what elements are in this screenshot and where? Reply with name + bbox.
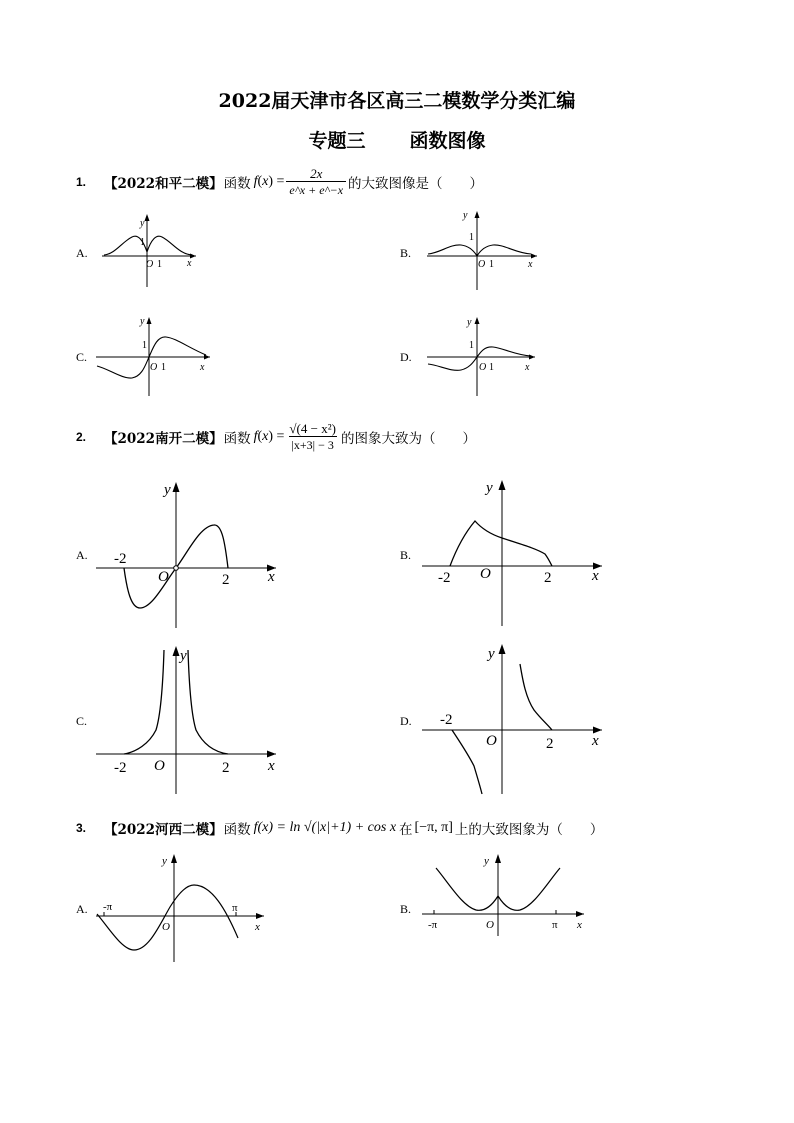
one-tick-label: 1 bbox=[489, 259, 494, 270]
one-label: 1 bbox=[142, 340, 147, 351]
y-axis-arrow-icon bbox=[147, 317, 152, 324]
question-suffix: 上的大致图象为（ ） bbox=[454, 822, 604, 838]
question-source: 【2022南开二模】 bbox=[104, 431, 223, 447]
origin-label: O bbox=[162, 921, 170, 933]
neg2-label: -2 bbox=[438, 570, 451, 586]
y-label: y bbox=[164, 482, 171, 498]
function-name: f(x) = bbox=[253, 174, 285, 189]
page-subtitle bbox=[0, 126, 794, 153]
neg-pi-label: -π bbox=[103, 901, 113, 913]
function-curve bbox=[428, 245, 531, 256]
y-axis-arrow-icon bbox=[145, 214, 150, 221]
q3-graph-a[interactable] bbox=[94, 852, 270, 964]
hole-at-origin bbox=[174, 566, 179, 571]
q1-graph-a[interactable] bbox=[100, 212, 210, 292]
origin-label: O bbox=[479, 362, 487, 373]
neg2-label: -2 bbox=[114, 760, 127, 776]
fraction-denominator: |x+3| − 3 bbox=[289, 436, 337, 453]
q1-option-a-label[interactable]: A. bbox=[76, 246, 88, 260]
q3-graph-b[interactable] bbox=[420, 852, 590, 938]
y-axis-arrow-icon bbox=[495, 854, 501, 863]
question-mid: 在 bbox=[399, 822, 413, 838]
x-label: x bbox=[577, 919, 582, 931]
origin-label: O bbox=[486, 733, 497, 749]
question-prefix: 函数 bbox=[223, 431, 251, 447]
y-axis-arrow-icon bbox=[173, 482, 180, 492]
q2-option-d-label[interactable]: D. bbox=[400, 714, 412, 728]
one-tick-label: 1 bbox=[489, 362, 494, 373]
y-axis-arrow-icon bbox=[475, 317, 480, 324]
question-source: 【2022河西二模】 bbox=[104, 822, 223, 838]
x-label: x bbox=[200, 362, 205, 373]
function-formula: f(x) = ln √(|x|+1) + cos x bbox=[253, 820, 397, 835]
y-axis-arrow-icon bbox=[171, 854, 177, 863]
q3-option-a-label[interactable]: A. bbox=[76, 902, 88, 916]
question-suffix: 的图象大致为（ ） bbox=[340, 431, 476, 447]
x-axis-arrow-icon bbox=[256, 913, 264, 919]
q1-graph-b[interactable] bbox=[425, 208, 545, 292]
function-fraction bbox=[286, 421, 339, 453]
y-axis-arrow-icon bbox=[173, 646, 180, 656]
function-curve-right bbox=[188, 650, 228, 754]
one-tick-label: 1 bbox=[161, 362, 166, 373]
origin-label: O bbox=[486, 919, 494, 931]
x-axis-arrow-icon bbox=[576, 911, 584, 917]
question-suffix: 的大致图像是（ ） bbox=[348, 176, 484, 192]
page-title: 2022届天津市各区高三二模数学分类汇编 bbox=[218, 90, 576, 112]
question-number: 1. bbox=[76, 175, 87, 189]
function-curve-left bbox=[452, 730, 482, 794]
origin-label: O bbox=[158, 569, 169, 585]
function-curve bbox=[97, 885, 238, 950]
origin-label: O bbox=[154, 758, 165, 774]
subtitle-topic: 专题三 bbox=[308, 130, 366, 152]
x-label: x bbox=[525, 362, 530, 373]
y-label: y bbox=[486, 480, 493, 496]
y-label: y bbox=[140, 316, 145, 327]
x-label: x bbox=[528, 259, 533, 270]
q3-option-b-label[interactable]: B. bbox=[400, 902, 412, 916]
origin-label: O bbox=[478, 259, 486, 270]
x-label: x bbox=[268, 758, 275, 774]
y-label: y bbox=[463, 210, 468, 221]
y-label: y bbox=[140, 218, 145, 229]
q2-graph-a[interactable] bbox=[94, 478, 284, 630]
q2-option-c-label[interactable]: C. bbox=[76, 714, 88, 728]
y-label: y bbox=[180, 648, 187, 664]
one-label: 1 bbox=[140, 237, 145, 248]
pos2-label: 2 bbox=[222, 572, 230, 588]
x-axis-arrow-icon bbox=[531, 254, 537, 259]
function-curve-left bbox=[124, 650, 164, 754]
function-curve-right bbox=[520, 664, 552, 730]
pos2-label: 2 bbox=[222, 760, 230, 776]
neg2-label: -2 bbox=[114, 551, 127, 567]
question-3-stem bbox=[76, 818, 603, 838]
x-axis-arrow-icon bbox=[267, 751, 276, 758]
function-interval: [−π, π] bbox=[414, 820, 453, 835]
x-label: x bbox=[255, 921, 260, 933]
pi-label: π bbox=[552, 919, 558, 931]
q1-graph-d[interactable] bbox=[425, 314, 541, 398]
q2-graph-d[interactable] bbox=[420, 642, 610, 798]
origin-label: O bbox=[146, 259, 154, 270]
q1-option-b-label[interactable]: B. bbox=[400, 246, 412, 260]
y-axis-arrow-icon bbox=[499, 644, 506, 654]
x-label: x bbox=[592, 733, 599, 749]
question-number: 2. bbox=[76, 430, 87, 444]
x-label: x bbox=[592, 568, 599, 584]
q2-option-a-label[interactable]: A. bbox=[76, 548, 88, 562]
pos2-label: 2 bbox=[544, 570, 552, 586]
y-label: y bbox=[162, 855, 167, 867]
neg2-label: -2 bbox=[440, 712, 453, 728]
question-number: 3. bbox=[76, 821, 87, 835]
pi-label: π bbox=[232, 902, 238, 914]
q1-option-c-label[interactable]: C. bbox=[76, 350, 88, 364]
one-label: 1 bbox=[469, 232, 474, 243]
q2-graph-b[interactable] bbox=[420, 474, 610, 628]
question-2-stem bbox=[76, 421, 476, 453]
x-axis-arrow-icon bbox=[204, 355, 210, 360]
fraction-numerator: 2x bbox=[310, 166, 323, 181]
pos2-label: 2 bbox=[546, 736, 554, 752]
function-curve bbox=[450, 521, 552, 566]
question-prefix: 函数 bbox=[223, 822, 251, 838]
question-1-stem bbox=[76, 166, 483, 198]
y-label: y bbox=[488, 646, 495, 662]
y-label: y bbox=[484, 855, 489, 867]
q1-graph-c[interactable] bbox=[94, 314, 218, 398]
x-axis-arrow-icon bbox=[529, 355, 535, 360]
y-axis-arrow-icon bbox=[475, 211, 480, 218]
one-label: 1 bbox=[469, 340, 474, 351]
fraction-numerator: √(4 − x²) bbox=[289, 421, 336, 436]
origin-label: O bbox=[150, 362, 158, 373]
question-source: 【2022和平二模】 bbox=[104, 176, 223, 192]
origin-label: O bbox=[480, 566, 491, 582]
fraction-denominator: e^x + e^−x bbox=[286, 181, 346, 198]
x-label: x bbox=[268, 569, 275, 585]
y-axis-arrow-icon bbox=[499, 480, 506, 490]
y-label: y bbox=[467, 317, 472, 328]
one-tick-label: 1 bbox=[157, 259, 162, 270]
function-curve bbox=[104, 236, 192, 255]
q2-graph-c[interactable] bbox=[94, 642, 284, 798]
subtitle-name: 函数图像 bbox=[409, 130, 486, 152]
q2-option-b-label[interactable]: B. bbox=[400, 548, 412, 562]
neg-pi-label: -π bbox=[428, 919, 438, 931]
x-label: x bbox=[187, 258, 192, 269]
function-name: f(x) = bbox=[253, 429, 285, 444]
function-fraction bbox=[286, 166, 346, 198]
q1-option-d-label[interactable]: D. bbox=[400, 350, 412, 364]
question-prefix: 函数 bbox=[223, 176, 251, 192]
